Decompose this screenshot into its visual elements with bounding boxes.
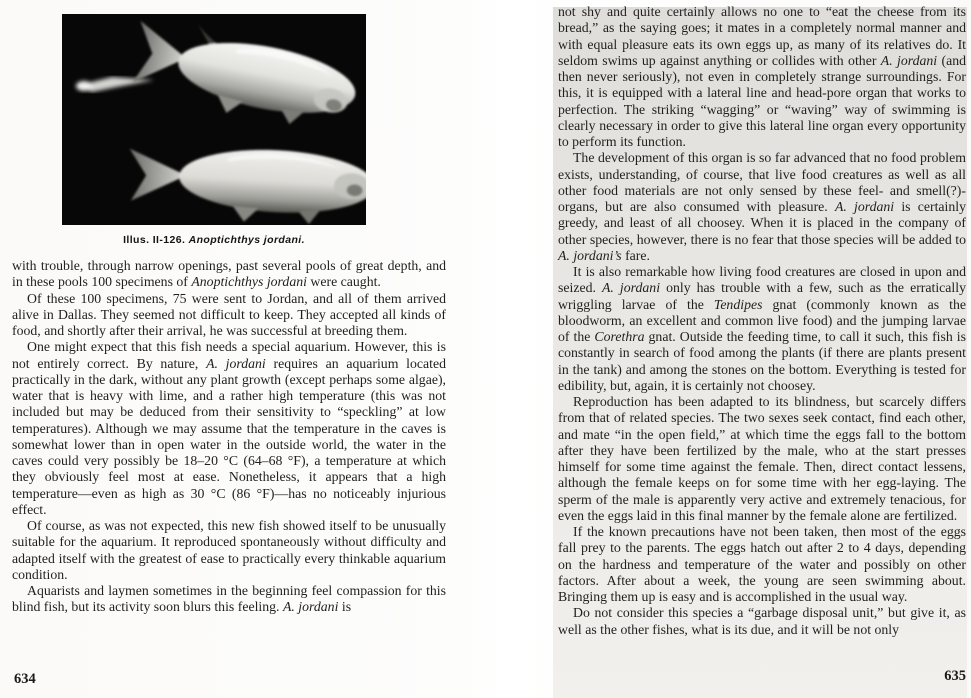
figure-caption-label: Illus. II-126. [123,234,186,246]
paragraph-text: not shy and quite certainly allows no one to “eat the cheese from its bread,” as the saying goes; it mates in a completely normal manner and with equal pleasure eats its own eggs up, as many of its relatives do. It seldom swims up against anything or collides with other [558,4,966,68]
paragraph-text: (and then never seriously), not even in completely strange surroundings. For this, it is equipped with a lateral line and head-pore organ that works to perfection. The striking “wagging” or “waving” way of swimming is clearly necessary in order to give this lateral line organ every opportunity to perform its function. [558,52,966,149]
paragraph [12,258,446,291]
species-name-italic: Corethra [594,329,645,344]
paragraph [558,264,966,394]
paragraph-text: with trouble, through narrow openings, past several pools of great depth, and in these pools 100 specimens of [12,258,446,290]
paragraph [558,524,966,605]
paragraph [12,583,446,616]
right-column-text [558,4,966,638]
paragraph-text: It is also remarkable how living food creatures are closed in upon and seized. [558,264,966,296]
species-name-italic: Tendipes [713,296,763,312]
page-number-635: 635 [944,668,966,684]
paragraph-text: Of these 100 specimens, 75 were sent to Jordan, and all of them arrived alive in Dallas. They seemed not difficult to keep. They accepted all kinds of food, and shortly after their arrival, he was successful at breeding them. [12,290,446,338]
fish-photo-illustration [62,14,366,225]
paragraph [12,291,446,340]
species-name-italic: A. jordani [880,52,938,68]
right-page [540,0,971,698]
paragraph-text: If the known precautions have not been taken, then most of the eggs fall prey to the parents. The eggs hatch out after 2 to 4 days, depending on the hardness and temperature of the water and possibly on other factors. After about a week, the young are seen swimming about. Bringing them up is easy and is accomplished in the usual way. [558,524,966,604]
paragraph [12,518,446,583]
paragraph-text: gnat. Outside the feeding time, to call it such, this fish is constantly in search of food among the plants (if there are plants present in the tank) and among the stones on the bottom. Everything is tested for edibility, but, again, it is certainly not choosey. [558,329,967,393]
fish-photograph [62,14,366,225]
paragraph [558,150,966,264]
paragraph-text: Aquarists and laymen sometimes in the beginning feel compassion for this blind fish, but its activity soon blurs this feeling. [12,583,446,615]
paragraph-text: gnat (commonly known as the bloodworm, an excellent and common live food) and the jumping larvae of the [558,296,966,344]
paragraph-text: only has trouble with a few, such as the erratically wriggling larvae of the [558,280,966,312]
paragraph-text: were caught. [306,274,381,290]
left-column-text [12,258,446,616]
paragraph-text: Of course, as was not expected, this new fish showed itself to be unusually suitable for the aquarium. It reproduced spontaneously without difficulty and adapted itself with the greatest of ease to practically every thinkable aquarium condition. [12,518,446,582]
species-name-italic: Anoptichthys jordani [191,274,307,290]
paragraph-text: Reproduction has been adapted to its blindness, but scarcely differs from that of related species. The two sexes seek contact, find each other, and mate “in the open field,” at which time the eggs fall to the bottom after they have been fertilized by the male, who at the start presses himself for some time against the female. Then, direct contact lessens, although the female keeps on for some time with her egg-laying. The sperm of the male is apparently very active and extremely tenacious, for even the eggs laid in this final manner by the female alone are fertilized. [558,394,966,523]
species-name-italic: A. jordani [206,355,266,371]
species-name-italic: A. jordani [601,280,661,296]
paragraph-text: One might expect that this fish needs a special aquarium. However, this is not entirely correct. By nature, [12,339,446,371]
paragraph [558,394,966,524]
paragraph-text: requires an aquarium located practically in the dark, without any plant growth (except perhaps some algae), water that is heavy with lime, and a rather high temperature (this was not included but may be deduced from their sensitivity to “speckling” at low temperatures). Although we may assume that the temperature in the caves is somewhat lower than in open water in the outside world, the water in the caves could very possibly be 18–20 °C (64–68 °F), a temperature at which they obviously feel most at ease. Nonetheless, it appears that a high temperature—even as high as 30 °C (86 °F)—has no noticeably injurious effect. [12,355,446,517]
species-name-italic: A. jordani [834,199,895,214]
paragraph-text: Do not consider this species a “garbage disposal unit,” but give it, as well as the other fishes, what is its due, and it will be not only [558,605,966,637]
paragraph-text: is [338,599,352,615]
paragraph [558,605,966,638]
paragraph [558,4,966,150]
paragraph-text: is certainly greedy, and least of all choosey. When it is placed in the company of other species, however, there is no fear that those species will be added to [558,199,966,247]
figure-caption-species: Anoptichthys jordani. [188,234,305,246]
page-number-634: 634 [14,671,36,687]
species-name-italic: A. jordani [282,599,339,615]
figure-caption [62,234,366,246]
paragraph-text: fare. [621,247,650,263]
paragraph-text: The development of this organ is so far advanced that no food problem exists, understanding, of course, that live food creatures as well as all other food materials are not only sensed by these feel- and smell(?)-organs, but are also consumed with pleasure. [558,150,966,214]
species-name-italic: A. jordani’s [558,247,622,263]
paragraph [12,339,446,518]
